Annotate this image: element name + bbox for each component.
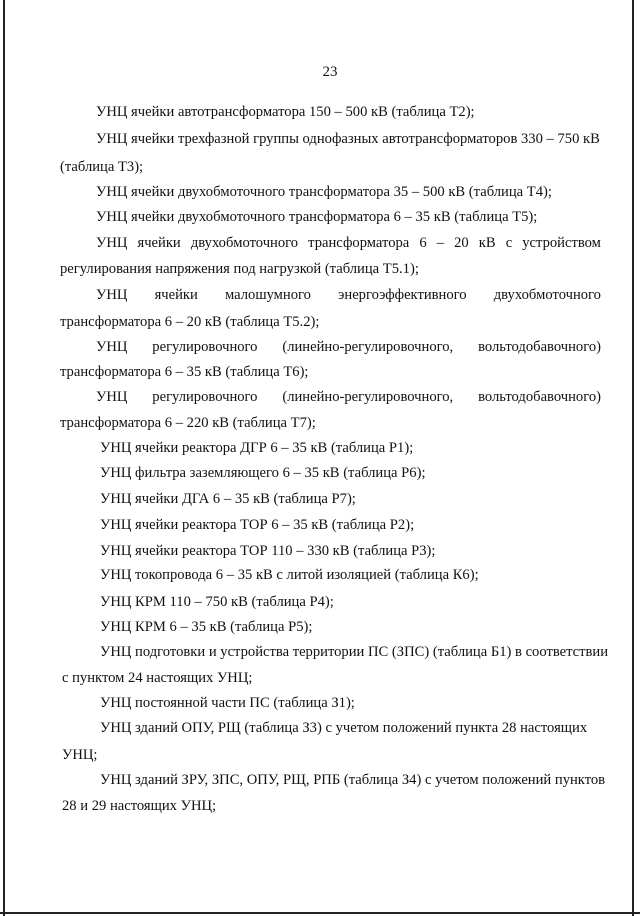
list-item-line: УНЦ ячейки реактора ДГР 6 – 35 кВ (таблица Р1); — [100, 440, 414, 456]
list-item-line: УНЦ ячейки реактора ТОР 6 – 35 кВ (таблица Р2); — [100, 517, 415, 533]
list-item-line: УНЦ КРМ 110 – 750 кВ (таблица Р4); — [100, 594, 334, 610]
list-item-line: (таблица Т3); — [60, 159, 144, 175]
list-item-line: УНЦ токопровода 6 – 35 кВ с литой изоляцией (таблица К6); — [100, 567, 479, 583]
list-item-line: УНЦ ячейки малошумного энергоэффективного двухобмоточного — [96, 287, 601, 303]
list-item-line: УНЦ ячейки автотрансформатора 150 – 500 кВ (таблица Т2); — [96, 104, 475, 120]
scan-edge-right — [632, 0, 634, 916]
list-item-line: УНЦ ячейки реактора ТОР 110 – 330 кВ (таблица Р3); — [100, 543, 436, 559]
list-item-line: УНЦ фильтра заземляющего 6 – 35 кВ (таблица Р6); — [100, 465, 426, 481]
list-item-line: УНЦ регулировочного (линейно-регулировочного, вольтодобавочного) — [96, 389, 601, 405]
list-item-line: УНЦ КРМ 6 – 35 кВ (таблица Р5); — [100, 619, 313, 635]
list-item-line: УНЦ ячейки трехфазной группы однофазных автотрансформаторов 330 – 750 кВ — [96, 131, 600, 147]
list-item-line: трансформатора 6 – 220 кВ (таблица Т7); — [60, 415, 316, 431]
list-item-line: УНЦ зданий ЗРУ, ЗПС, ОПУ, РЩ, РПБ (таблица З4) с учетом положений пунктов — [100, 772, 606, 788]
list-item-line: с пунктом 24 настоящих УНЦ; — [62, 670, 253, 686]
list-item-line: регулирования напряжения под нагрузкой (таблица Т5.1); — [60, 261, 419, 277]
list-item-line: трансформатора 6 – 20 кВ (таблица Т5.2); — [60, 314, 320, 330]
list-item-line: УНЦ ячейки ДГА 6 – 35 кВ (таблица Р7); — [100, 491, 356, 507]
scan-edge-bottom — [0, 912, 640, 914]
scan-edge-left — [3, 0, 5, 916]
list-item-line: УНЦ подготовки и устройства территории ПС (ЗПС) (таблица Б1) в соответствии — [100, 644, 609, 660]
list-item-line: УНЦ ячейки двухобмоточного трансформатора 35 – 500 кВ (таблица Т4); — [96, 184, 552, 200]
list-item-line: УНЦ постоянной части ПС (таблица З1); — [100, 695, 355, 711]
list-item-line: 28 и 29 настоящих УНЦ; — [62, 798, 217, 814]
page-number: 23 — [322, 64, 338, 80]
list-item-line: УНЦ регулировочного (линейно-регулировочного, вольтодобавочного) — [96, 339, 601, 355]
list-item-line: УНЦ; — [62, 747, 98, 763]
list-item-line: УНЦ ячейки двухобмоточного трансформатора 6 – 35 кВ (таблица Т5); — [96, 209, 538, 225]
list-item-line: УНЦ ячейки двухобмоточного трансформатора 6 – 20 кВ с устройством — [96, 235, 601, 251]
list-item-line: УНЦ зданий ОПУ, РЩ (таблица З3) с учетом положений пункта 28 настоящих — [100, 720, 588, 736]
list-item-line: трансформатора 6 – 35 кВ (таблица Т6); — [60, 364, 309, 380]
